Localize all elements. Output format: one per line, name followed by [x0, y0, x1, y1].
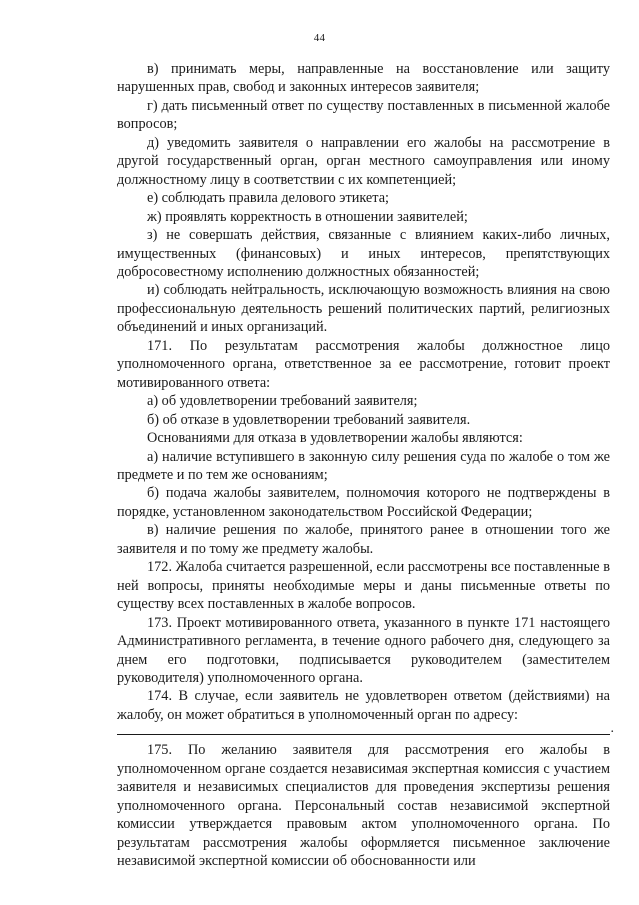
paragraph-refusal-b: б) подача жалобы заявителем, полномочия которого не подтверждены в порядке, установленном законодательством Российской Федерации;	[117, 485, 610, 520]
paragraph-v-restore-rights: в) принимать меры, направленные на восстановление или защиту нарушенных прав, свобод и законных интересов заявителя;	[117, 61, 610, 96]
paragraph-172: 172. Жалоба считается разрешенной, если рассмотрены все поставленные в ней вопросы, приняты необходимые меры и даны письменные ответы по существу всех поставленных в жалобе вопросов.	[117, 559, 610, 613]
paragraph-refusal-a: а) наличие вступившего в законную силу решения суда по жалобе о том же предмете и по тем же основаниям;	[117, 448, 610, 483]
paragraph-refusal-grounds: Основаниями для отказа в удовлетворении жалобы являются:	[147, 430, 523, 447]
paragraph-d-notify-redirect: д) уведомить заявителя о направлении его жалобы на рассмотрение в другой государственный орган, орган местного самоуправления или иному должностному лицу в соответствии с их компетенцией;	[117, 134, 610, 188]
paragraph-z-no-influence: з) не совершать действия, связанные с влиянием каких-либо личных, имущественных (финансовых) и иных интересов, препятствующих добросовестному исполнению должностных обязанностей;	[117, 227, 610, 280]
address-line-period: .	[610, 720, 614, 736]
document-body	[117, 60, 614, 870]
paragraph-175: 175. По желанию заявителя для рассмотрения его жалобы в уполномоченном органе создается независимая экспертная комиссия с участием заявителя и независимых специалистов для проведения экспертизы решения уполномоченного органа. Персональный состав независимой экспертной комиссии утверждается правовым актом уполномоченного органа. По результатам рассмотрения жалобы оформляется письменное заключение независимой экспертной комиссии об обоснованности или	[117, 742, 610, 870]
paragraph-zh-correctness: ж) проявлять корректность в отношении заявителей;	[147, 208, 468, 225]
paragraph-refusal-v: в) наличие решения по жалобе, принятого ранее в отношении того же заявителя и по тому же предмету жалобы.	[117, 522, 610, 557]
paragraph-171: 171. По результатам рассмотрения жалобы должностное лицо уполномоченного органа, ответственное за ее рассмотрение, готовит проект мотивированного ответа:	[117, 337, 610, 391]
paragraph-171-b: б) об отказе в удовлетворении требований заявителя.	[147, 411, 471, 428]
paragraph-i-neutrality: и) соблюдать нейтральность, исключающую возможность влияния на свою профессиональную деятельность решений политических партий, религиозных объединений и иных организаций.	[117, 282, 610, 336]
paragraph-171-a: а) об удовлетворении требований заявителя;	[147, 393, 418, 410]
paragraph-e-etiquette: е) соблюдать правила делового этикета;	[147, 190, 390, 207]
address-blank-line	[117, 720, 614, 736]
paragraph-g-written-answer: г) дать письменный ответ по существу поставленных в письменной жалобе вопросов;	[117, 97, 610, 133]
paragraph-173: 173. Проект мотивированного ответа, указанного в пункте 171 настоящего Административного регламента, в течение одного рабочего дня, следующего за днем его подготовки, подписывается руководителем (заместителем руководителя) уполномоченного органа.	[117, 614, 610, 686]
page-number: 44	[313, 32, 326, 44]
paragraph-174: 174. В случае, если заявитель не удовлетворен ответом (действиями) на жалобу, он может обратиться в уполномоченный орган по адресу:	[117, 688, 610, 723]
